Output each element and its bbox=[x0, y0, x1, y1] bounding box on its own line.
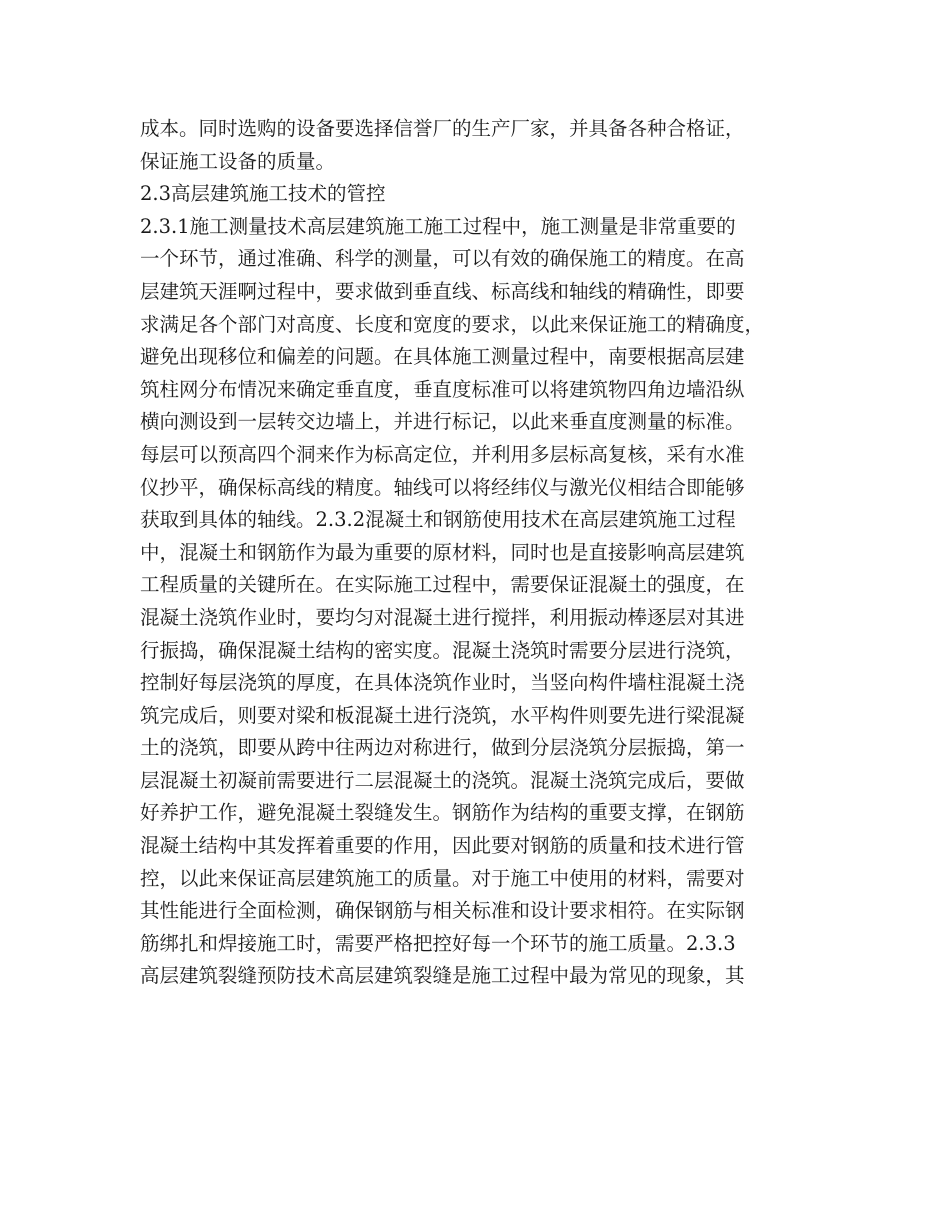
text-line: 筑完成后，则要对梁和板混凝土进行浇筑，水平构件则要先进行梁混凝 bbox=[140, 703, 745, 727]
text-line: 仪抄平，确保标高线的精度。轴线可以将经纬仪与激光仪相结合即能够 bbox=[140, 475, 745, 499]
body-text bbox=[140, 113, 820, 993]
text-line: 层混凝土初凝前需要进行二层混凝土的浇筑。混凝土浇筑完成后，要做 bbox=[140, 768, 745, 792]
text-line: 高层建筑裂缝预防技术高层建筑裂缝是施工过程中最为常见的现象，其 bbox=[140, 964, 745, 988]
text-line: 好养护工作，避免混凝土裂缝发生。钢筋作为结构的重要支撑，在钢筋 bbox=[140, 801, 745, 825]
text-line: 控，以此来保证高层建筑施工的质量。对于施工中使用的材料，需要对 bbox=[140, 866, 745, 890]
text-line: 其性能进行全面检测，确保钢筋与相关标准和设计要求相符。在实际钢 bbox=[140, 899, 745, 923]
text-line: 避免出现移位和偏差的问题。在具体施工测量过程中，南要根据高层建 bbox=[140, 345, 745, 369]
text-line: 保证施工设备的质量。 bbox=[140, 149, 336, 173]
text-line: 获取到具体的轴线。2.3.2混凝土和钢筋使用技术在高层建筑施工过程 bbox=[140, 508, 736, 532]
text-line: 中，混凝土和钢筋作为最为重要的原材料，同时也是直接影响高层建筑 bbox=[140, 540, 745, 564]
text-line: 控制好每层浇筑的厚度，在具体浇筑作业时，当竖向构件墙柱混凝土浇 bbox=[140, 671, 745, 695]
text-line: 横向测设到一层转交边墙上，并进行标记，以此来垂直度测量的标准。 bbox=[140, 410, 745, 434]
text-line: 成本。同时选购的设备要选择信誉厂的生产厂家，并具备各种合格证， bbox=[140, 117, 745, 140]
text-line: 筋绑扎和焊接施工时，需要严格把控好每一个环节的施工质量。2.3.3 bbox=[140, 931, 736, 955]
text-line: 行振捣，确保混凝土结构的密实度。混凝土浇筑时需要分层进行浇筑， bbox=[140, 638, 745, 662]
text-line: 工程质量的关键所在。在实际施工过程中，需要保证混凝土的强度，在 bbox=[140, 573, 745, 597]
text-line: 层建筑天涯啊过程中，要求做到垂直线、标高线和轴线的精确性，即要 bbox=[140, 279, 745, 303]
text-line: 筑柱网分布情况来确定垂直度，垂直度标准可以将建筑物四角边墙沿纵 bbox=[140, 377, 745, 401]
text-line: 每层可以预高四个洞来作为标高定位，并利用多层标高复核，采有水准 bbox=[140, 442, 745, 466]
text-line: 一个环节，通过准确、科学的测量，可以有效的确保施工的精度。在高 bbox=[140, 247, 745, 271]
text-line: 2.3.1施工测量技术高层建筑施工施工过程中，施工测量是非常重要的 bbox=[140, 214, 736, 238]
text-line: 混凝土结构中其发挥着重要的作用，因此要对钢筋的质量和技术进行管 bbox=[140, 834, 745, 858]
text-line: 土的浇筑，即要从跨中往两边对称进行，做到分层浇筑分层振捣，第一 bbox=[140, 736, 745, 760]
text-line: 求满足各个部门对高度、长度和宽度的要求，以此来保证施工的精确度， bbox=[140, 312, 765, 336]
text-line: 混凝土浇筑作业时，要均匀对混凝土进行搅拌，利用振动棒逐层对其进 bbox=[140, 605, 745, 629]
section-heading: 2.3高层建筑施工技术的管控 bbox=[140, 182, 386, 206]
